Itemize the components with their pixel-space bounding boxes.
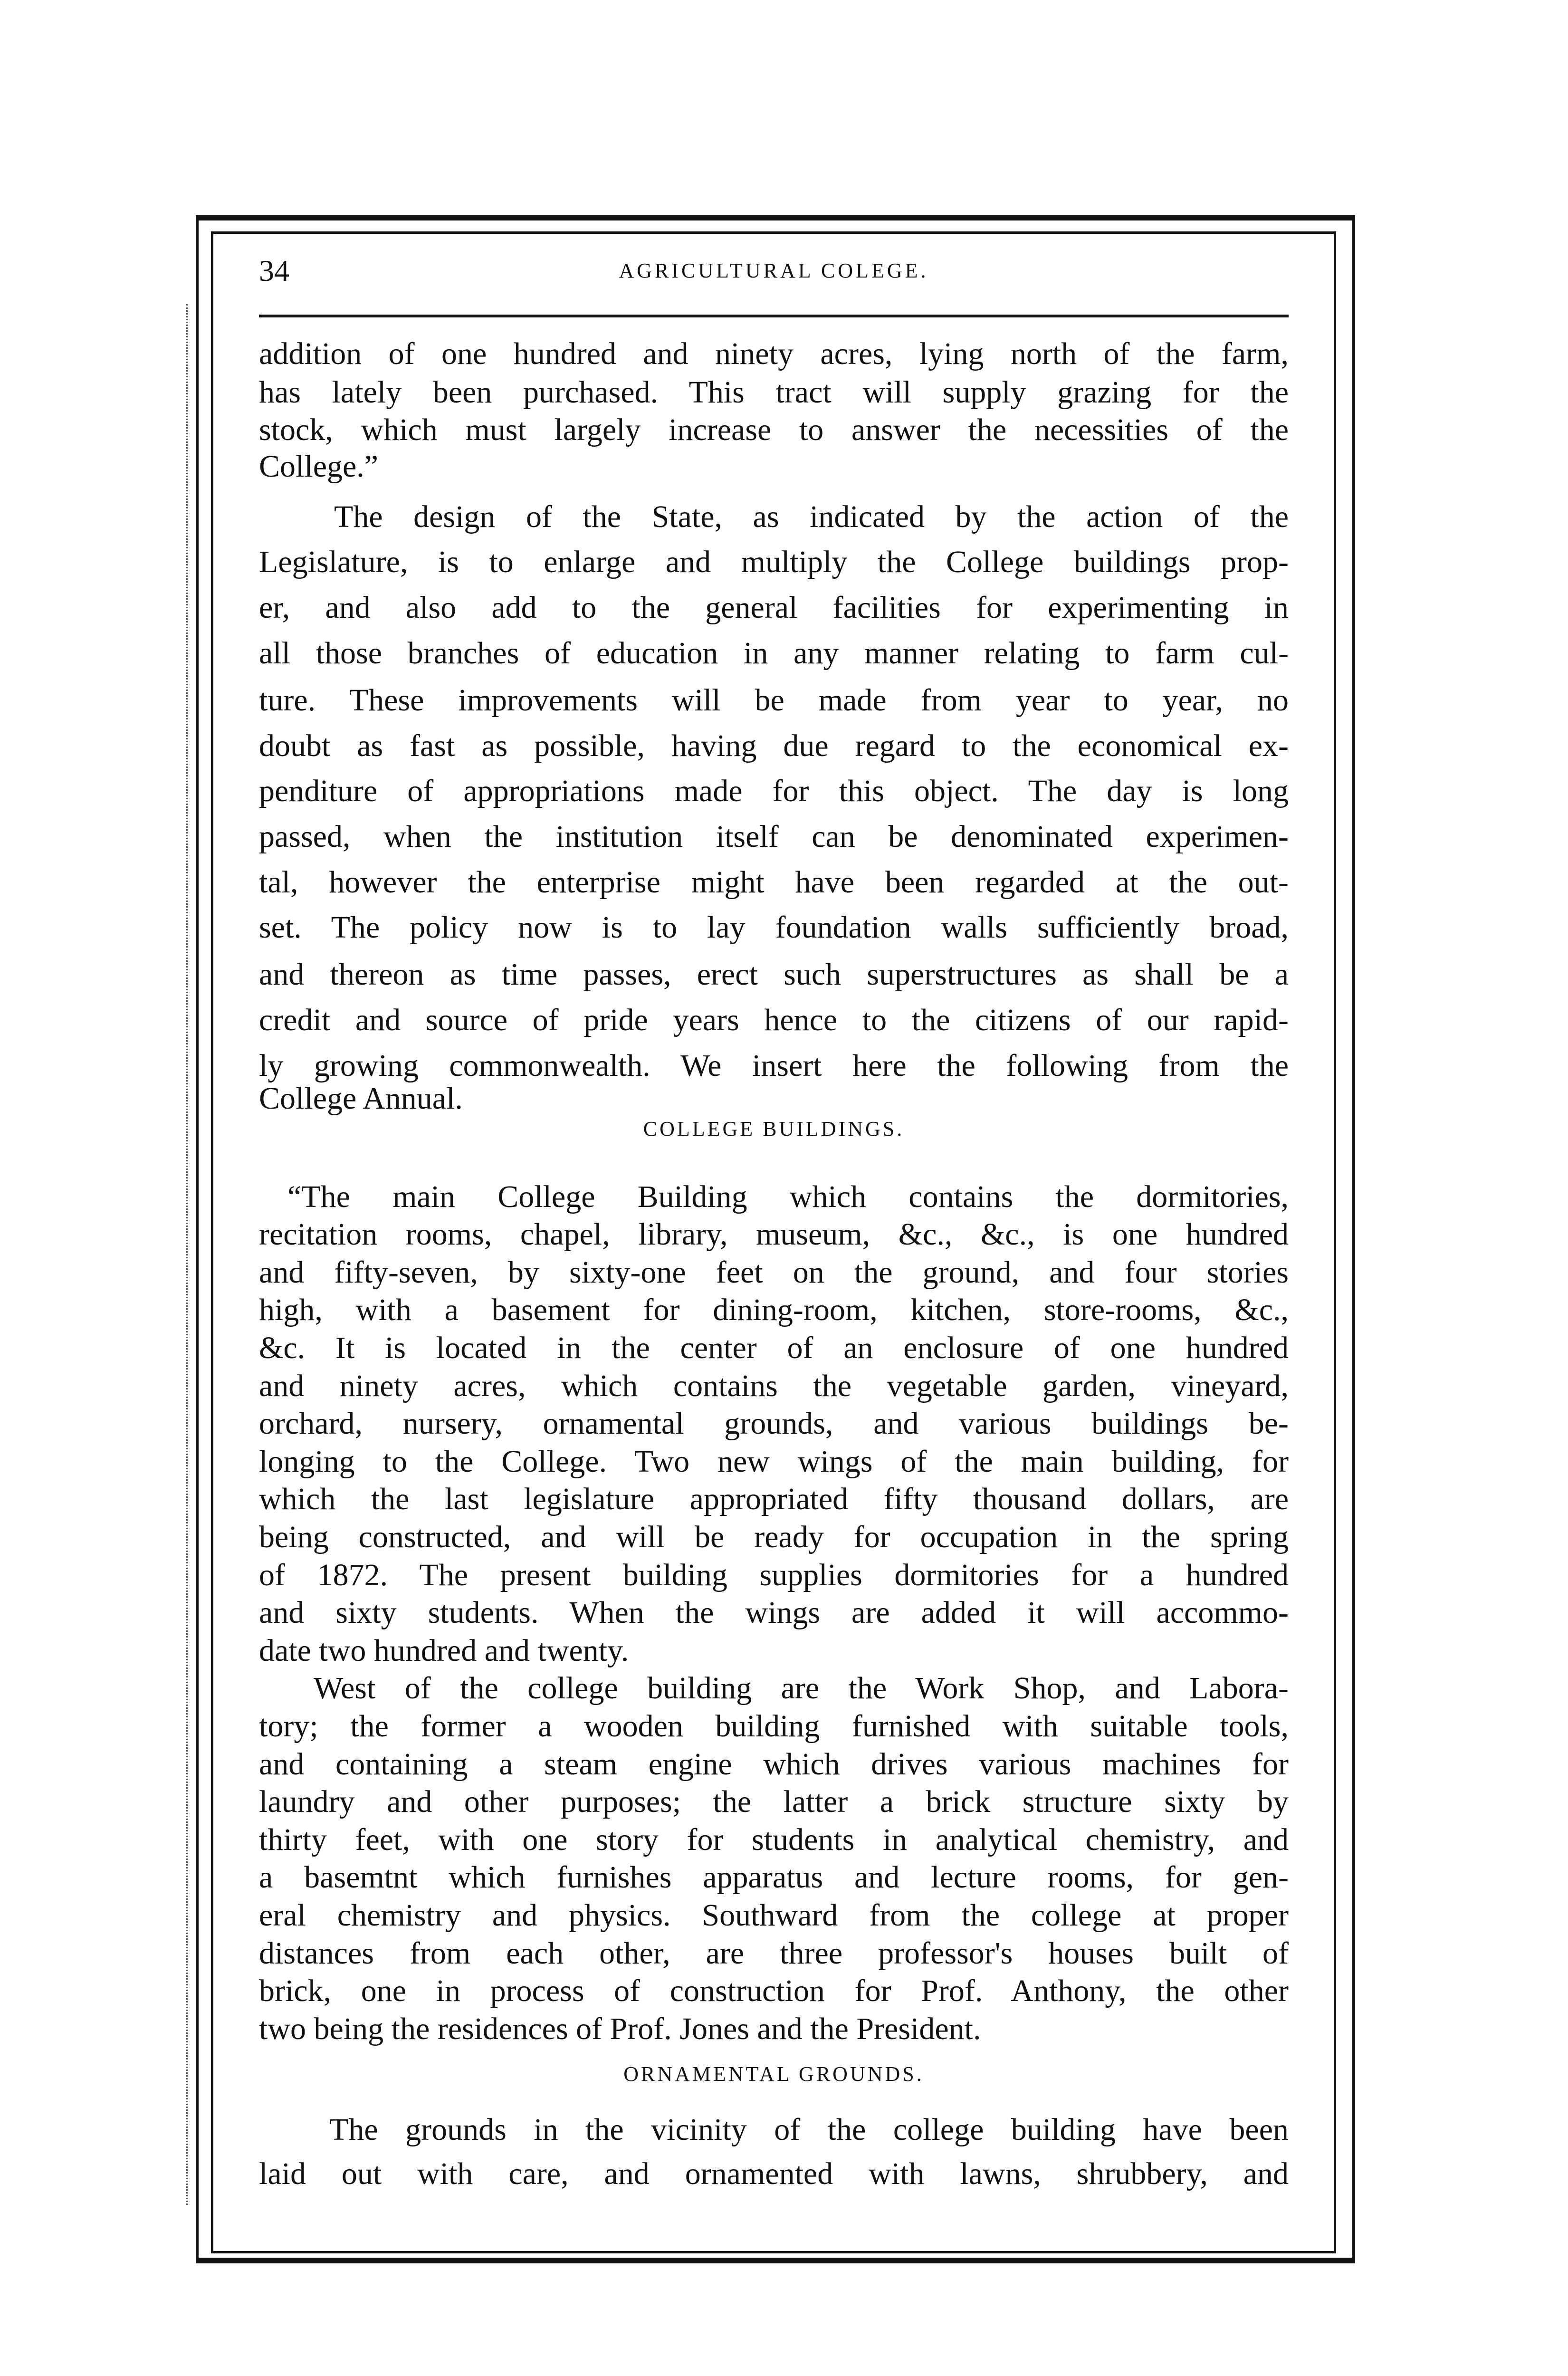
text-line: and sixty students. When the wings are added it will accommo- [259,1595,1289,1630]
text-line: recitation rooms, chapel, library, museum, &c., &c., is one hundred [259,1217,1289,1252]
text-line: credit and source of pride years hence to the citizens of our rapid- [259,1003,1289,1037]
text-line: high, with a basement for dining-room, kitchen, store-rooms, &c., [259,1293,1289,1327]
text-line: date two hundred and twenty. [259,1633,629,1668]
text-line: penditure of appropriations made for this object. The day is long [259,774,1289,808]
text-line: West of the college building are the Work Shop, and Labora- [314,1671,1289,1705]
text-line: being constructed, and will be ready for occupation in the spring [259,1520,1289,1554]
text-line: College.” [259,449,379,484]
text-line: passed, when the institution itself can be denominated experimen- [259,819,1289,854]
text-line: stock, which must largely increase to answer the necessities of the [259,412,1289,447]
text-line: and ninety acres, which contains the vegetable garden, vineyard, [259,1369,1289,1403]
text-line: The design of the State, as indicated by the action of the [334,499,1289,534]
text-line: er, and also add to the general facilities for experimenting in [259,590,1289,625]
text-line: “The main College Building which contains the dormitories, [287,1179,1289,1214]
text-line: &c. It is located in the center of an enclosure of one hundred [259,1331,1289,1365]
text-line: all those branches of education in any manner relating to farm cul- [259,636,1289,671]
text-line: ture. These improvements will be made from year to year, no [259,683,1289,718]
text-line: The grounds in the vicinity of the college building have been [329,2112,1289,2147]
section-heading-ornamental-grounds: ORNAMENTAL GROUNDS. [623,2062,924,2086]
text-line: orchard, nursery, ornamental grounds, and various buildings be- [259,1406,1289,1441]
text-line: a basemtnt which furnishes apparatus and lecture rooms, for gen- [259,1860,1289,1895]
text-line: laid out with care, and ornamented with lawns, shrubbery, and [259,2156,1289,2191]
text-line: of 1872. The present building supplies dormitories for a hundred [259,1558,1289,1592]
text-line: addition of one hundred and ninety acres, lying north of the farm, [259,336,1289,371]
text-line: two being the residences of Prof. Jones and the President. [259,2012,981,2046]
text-line: thirty feet, with one story for students in analytical chemistry, and [259,1822,1289,1857]
text-line: brick, one in process of construction for Prof. Anthony, the other [259,1974,1289,2008]
text-line: longing to the College. Two new wings of the main building, for [259,1444,1289,1479]
text-line: laundry and other purposes; the latter a brick structure sixty by [259,1784,1289,1819]
page-number: 34 [259,254,289,287]
text-line: College Annual. [259,1081,463,1116]
text-line: eral chemistry and physics. Southward from the college at proper [259,1898,1289,1933]
header-rule [259,315,1289,317]
binding-perforation [186,304,188,2205]
running-title: AGRICULTURAL COLEGE. [619,259,929,282]
text-line: and thereon as time passes, erect such superstructures as shall be a [259,957,1289,992]
text-line: and fifty-seven, by sixty-one feet on the ground, and four stories [259,1255,1289,1290]
text-line: doubt as fast as possible, having due regard to the economical ex- [259,728,1289,763]
text-line: ly growing commonwealth. We insert here the following from the [259,1048,1289,1083]
text-line: distances from each other, are three professor's houses built of [259,1936,1289,1971]
text-line: has lately been purchased. This tract will supply grazing for the [259,375,1289,410]
text-line: Legislature, is to enlarge and multiply the College buildings prop- [259,545,1289,579]
section-heading-college-buildings: COLLEGE BUILDINGS. [643,1117,905,1140]
text-line: and containing a steam engine which drives various machines for [259,1747,1289,1782]
text-line: which the last legislature appropriated fifty thousand dollars, are [259,1482,1289,1516]
text-line: tory; the former a wooden building furnished with suitable tools, [259,1709,1289,1744]
text-line: tal, however the enterprise might have been regarded at the out- [259,865,1289,900]
text-line: set. The policy now is to lay foundation walls sufficiently broad, [259,910,1289,945]
